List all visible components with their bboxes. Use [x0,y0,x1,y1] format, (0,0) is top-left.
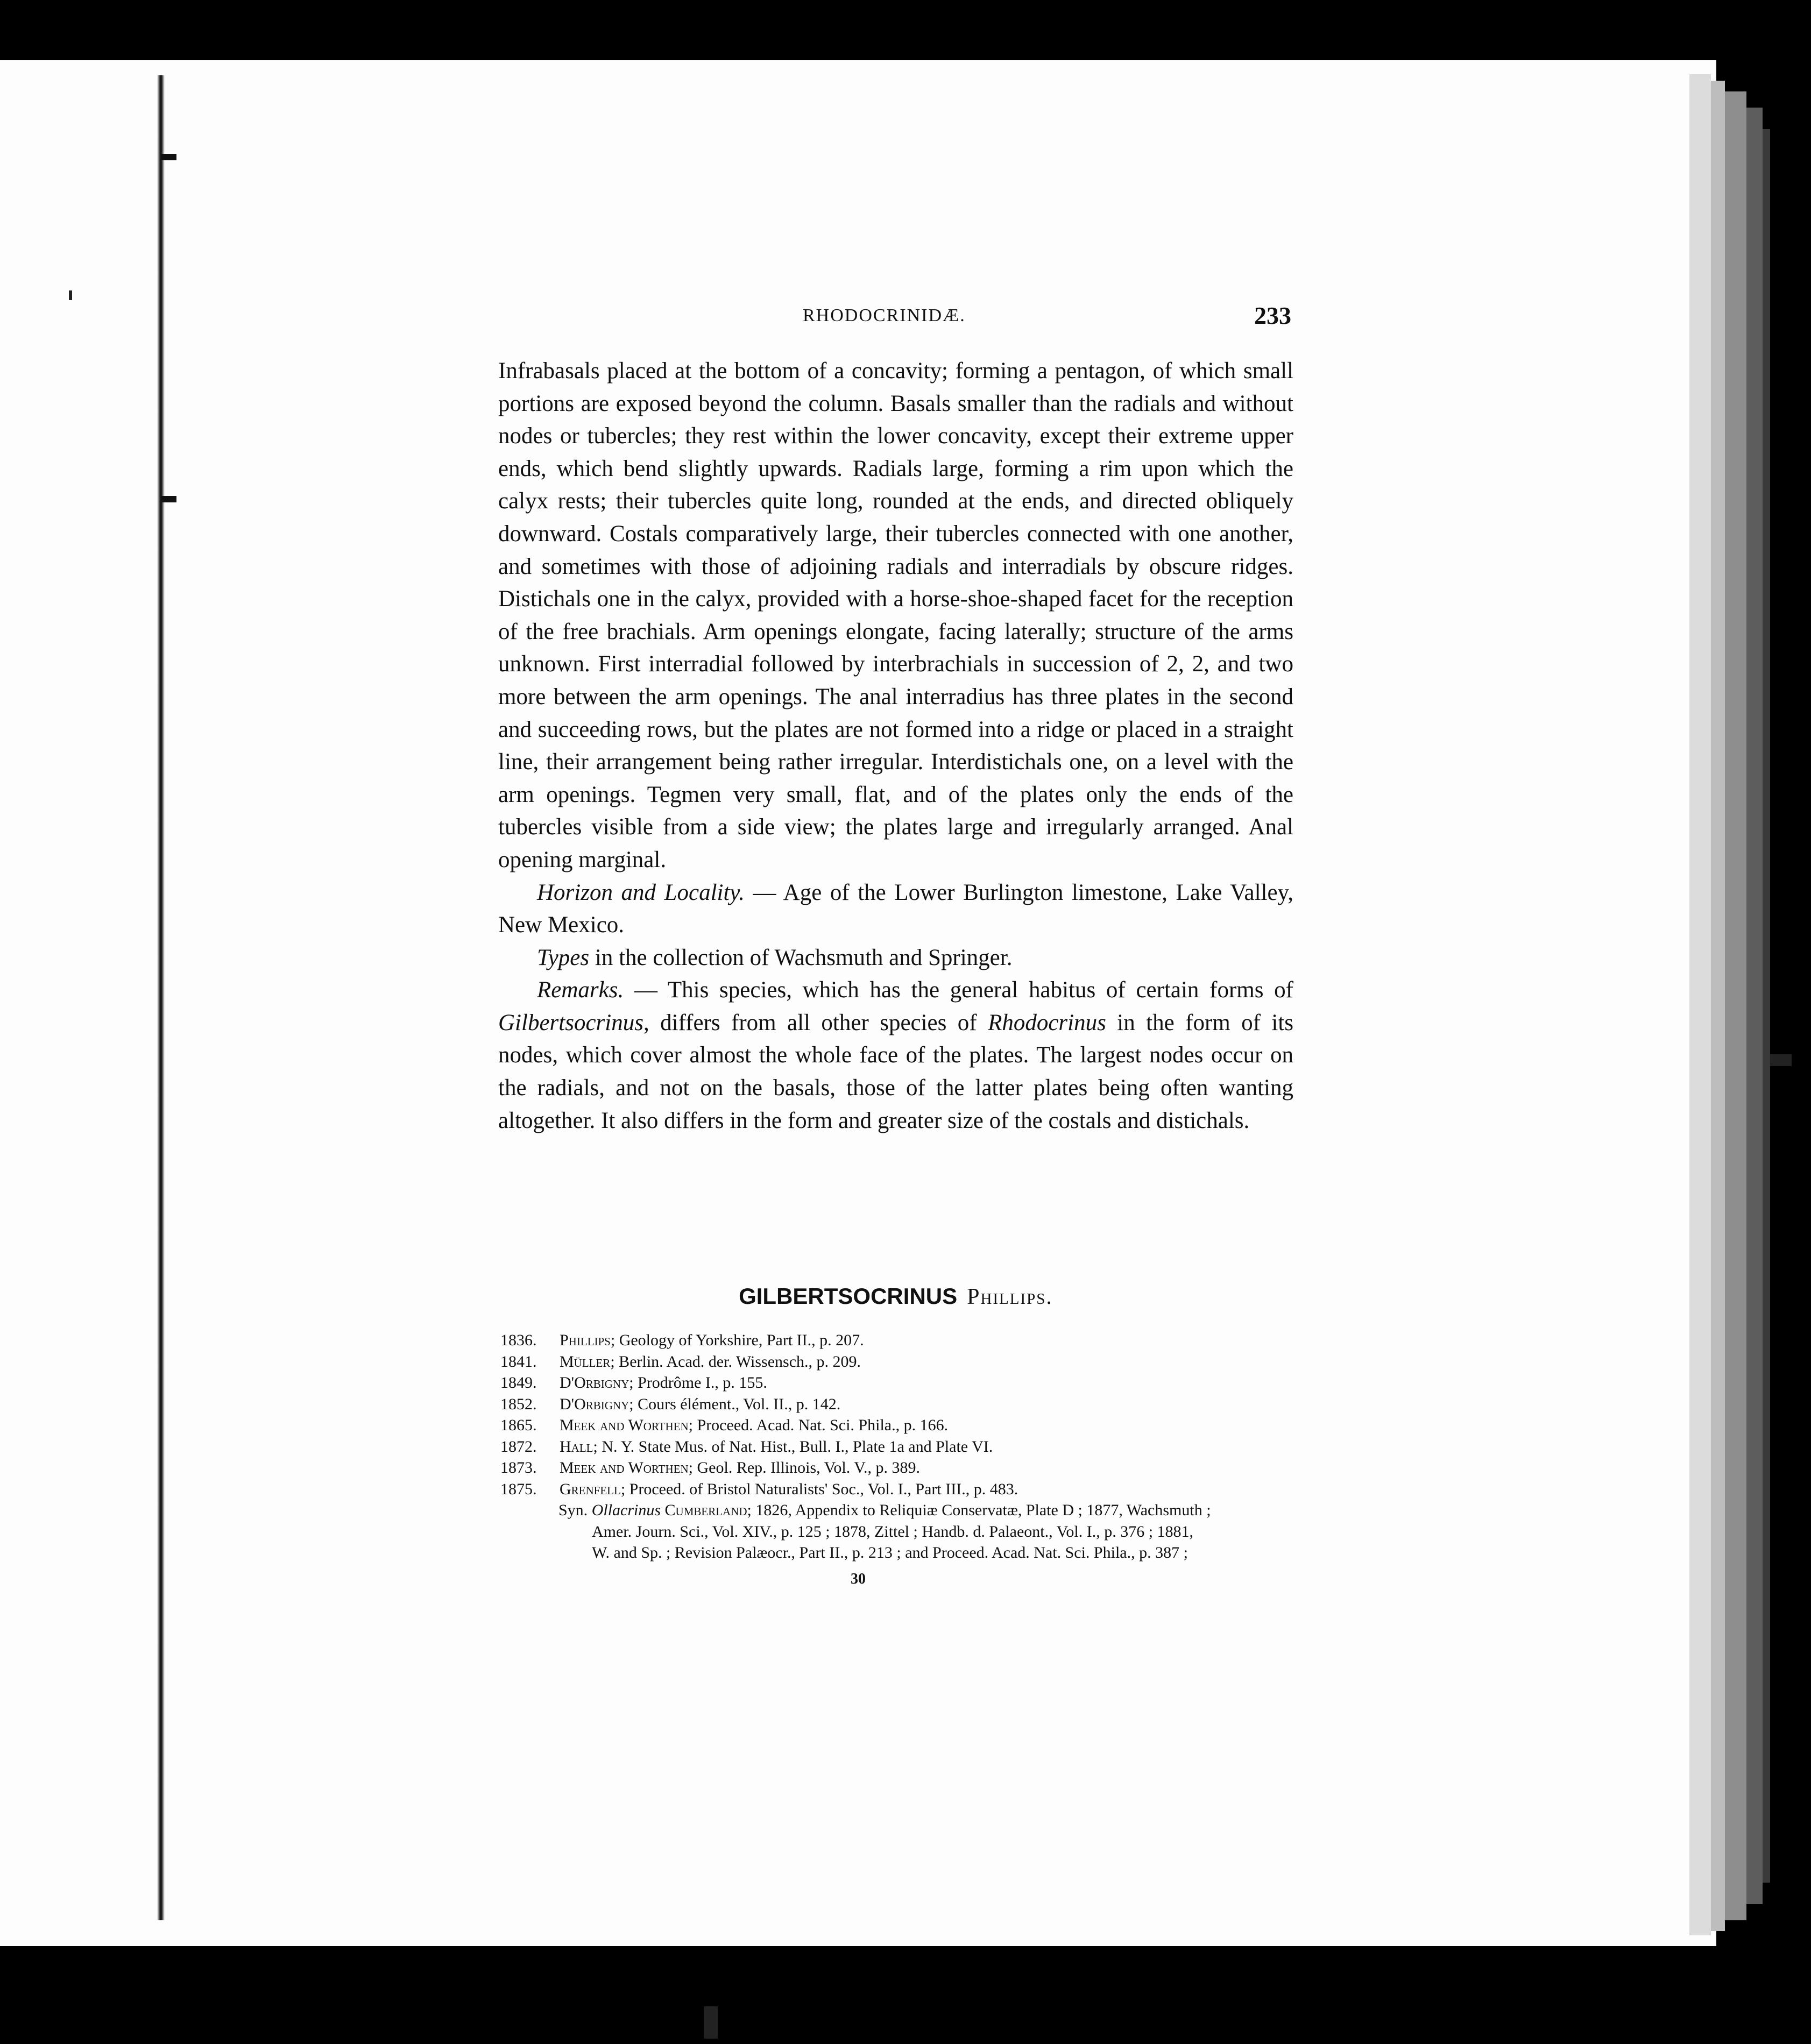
remarks-paragraph [498,974,1293,1137]
horizon-text: — Age of the Lower Burlington limestone, Lake Valley, New Mexico. [498,879,1294,938]
genus-ref: Rhodocrinus [988,1010,1106,1035]
bibliography [500,1330,1297,1564]
ref-text: ; Proceed. of Bristol Naturalists' Soc., Vol. I., Part III., p. 483. [620,1480,1018,1498]
ref-text: ; Geol. Rep. Illinois, Vol. V., p. 389. [688,1459,920,1477]
types-text: in the collection of Wachsmuth and Springer. [595,945,1013,970]
genus-ref: Gilbertsocrinus [498,1010,643,1035]
running-head [500,301,1291,333]
reference-entry [500,1351,1297,1373]
ref-year: 1836. [500,1331,537,1349]
ref-text: ; N. Y. State Mus. of Nat. Hist., Bull. I., Plate 1a and Plate VI. [593,1437,993,1456]
scan-speck [1770,1054,1792,1066]
page-number: 233 [1254,302,1291,329]
page-edge [1763,129,1770,1883]
genus-name: GILBERTSOCRINUS [739,1283,958,1309]
scan-speck [69,290,72,300]
types-paragraph [498,942,1293,975]
remarks-text: , differs from all other species of [643,1010,977,1035]
syn-genus: Ollacrinus [591,1501,661,1519]
ref-author: Hall [560,1437,593,1456]
ref-author: Grenfell [560,1480,621,1498]
ref-text: ; Proceed. Acad. Nat. Sci. Phila., p. 166. [688,1416,949,1434]
page-edge [1689,74,1711,1935]
ref-year: 1849. [500,1374,537,1392]
synonymy-line [558,1500,1297,1521]
reference-entry [500,1415,1297,1436]
ref-author: Meek and Worthen [560,1416,689,1434]
ref-text: ; Geology of Yorkshire, Part II., p. 207. [610,1331,864,1349]
reference-entry [500,1436,1297,1458]
ref-author: Meek and Worthen [560,1459,689,1477]
ref-author: Phillips [560,1331,611,1349]
ref-year: 1841. [500,1352,537,1371]
synonymy [500,1500,1297,1564]
remarks-text: — This species, which has the general habitus of certain forms of [634,977,1293,1003]
types-label: Types [537,945,590,970]
running-title: RHODOCRINIDÆ. [803,306,966,325]
genus-heading [498,1283,1293,1310]
ref-year: 1875. [500,1480,537,1498]
signature-mark [0,1571,1716,1588]
ref-author: Müller [560,1352,611,1371]
binding-gutter [157,75,165,1920]
ref-text: ; Prodrôme I., p. 155. [629,1374,767,1392]
syn-prefix: Syn. [558,1501,588,1519]
syn-author: Cumberland [664,1501,747,1519]
description-paragraph: Infrabasals placed at the bottom of a concavity; forming a pentagon, of which small portions are exposed beyond the column. Basals smaller than the radials and without nodes or tubercles; they rest within the lower concavity, except their extreme upper ends, which bend slightly upwards. Radials large, forming a rim upon which the calyx rests; their tubercles quite long, rounded at the ends, and directed obliquely downward. Costals comparatively large, their tubercles connected with one another, and sometimes with those of adjoining radials and interradials by obscure ridges. Distichals one in the calyx, provided with a horse-shoe-shaped facet for the reception of the free brachials. Arm openings elongate, facing laterally; structure of the arms unknown. First interradial followed by interbrachials in succession of 2, 2, and two more between the arm openings. The anal interradius has three plates in the second and succeeding rows, but the plates are not formed into a ridge or placed in a straight line, their arrangement being rather irregular. Interdistichals one, on a level with the arm openings. Tegmen very small, flat, and of the plates only the ends of the tubercles visible from a side view; the plates large and irregularly arranged. Anal opening marginal. [498,358,1293,872]
remarks-text: in the form of its nodes, which cover almost the whole face of the plates. The largest nodes occur on the radials, and not on the basals, those of the latter plates being often wanting altogether. It also differs in the form and greater size of the costals and distichals. [498,1010,1294,1133]
ref-year: 1872. [500,1437,537,1456]
gutter-mark [161,154,176,160]
reference-entry [500,1394,1297,1415]
synonymy-line: Amer. Journ. Sci., Vol. XIV., p. 125 ; 1878, Zittel ; Handb. d. Palaeont., Vol. I., p. 376 ; 1881, [592,1522,1194,1541]
page-edge [1725,91,1746,1920]
ref-year: 1873. [500,1459,537,1477]
reference-entry [500,1372,1297,1394]
ref-author: D'Orbigny [560,1395,629,1413]
horizon-label: Horizon and Locality. [537,879,745,905]
ref-text: ; Cours élément., Vol. II., p. 142. [629,1395,841,1413]
page-edge [1711,81,1725,1931]
reference-entry [500,1330,1297,1351]
ref-author: D'Orbigny [560,1374,629,1392]
scan-speck [704,2006,718,2039]
reference-entry [500,1457,1297,1479]
syn-text: ; 1826, Appendix to Reliquiæ Conservatæ, Plate D ; 1877, Wachsmuth ; [747,1501,1211,1519]
reference-entry [500,1479,1297,1500]
horizon-paragraph [498,877,1293,942]
page-edge [1746,108,1763,1904]
ref-text: ; Berlin. Acad. der. Wissensch., p. 209. [610,1352,861,1371]
gutter-mark [161,496,176,502]
ref-year: 1865. [500,1416,537,1434]
remarks-label: Remarks. [537,977,624,1003]
signature-number: 30 [851,1571,866,1587]
synonymy-line: W. and Sp. ; Revision Palæocr., Part II., p. 213 ; and Proceed. Acad. Nat. Sci. Phila., p. 387 ; [592,1544,1188,1562]
ref-year: 1852. [500,1395,537,1413]
main-text [498,355,1293,1137]
genus-author: Phillips. [967,1284,1053,1309]
